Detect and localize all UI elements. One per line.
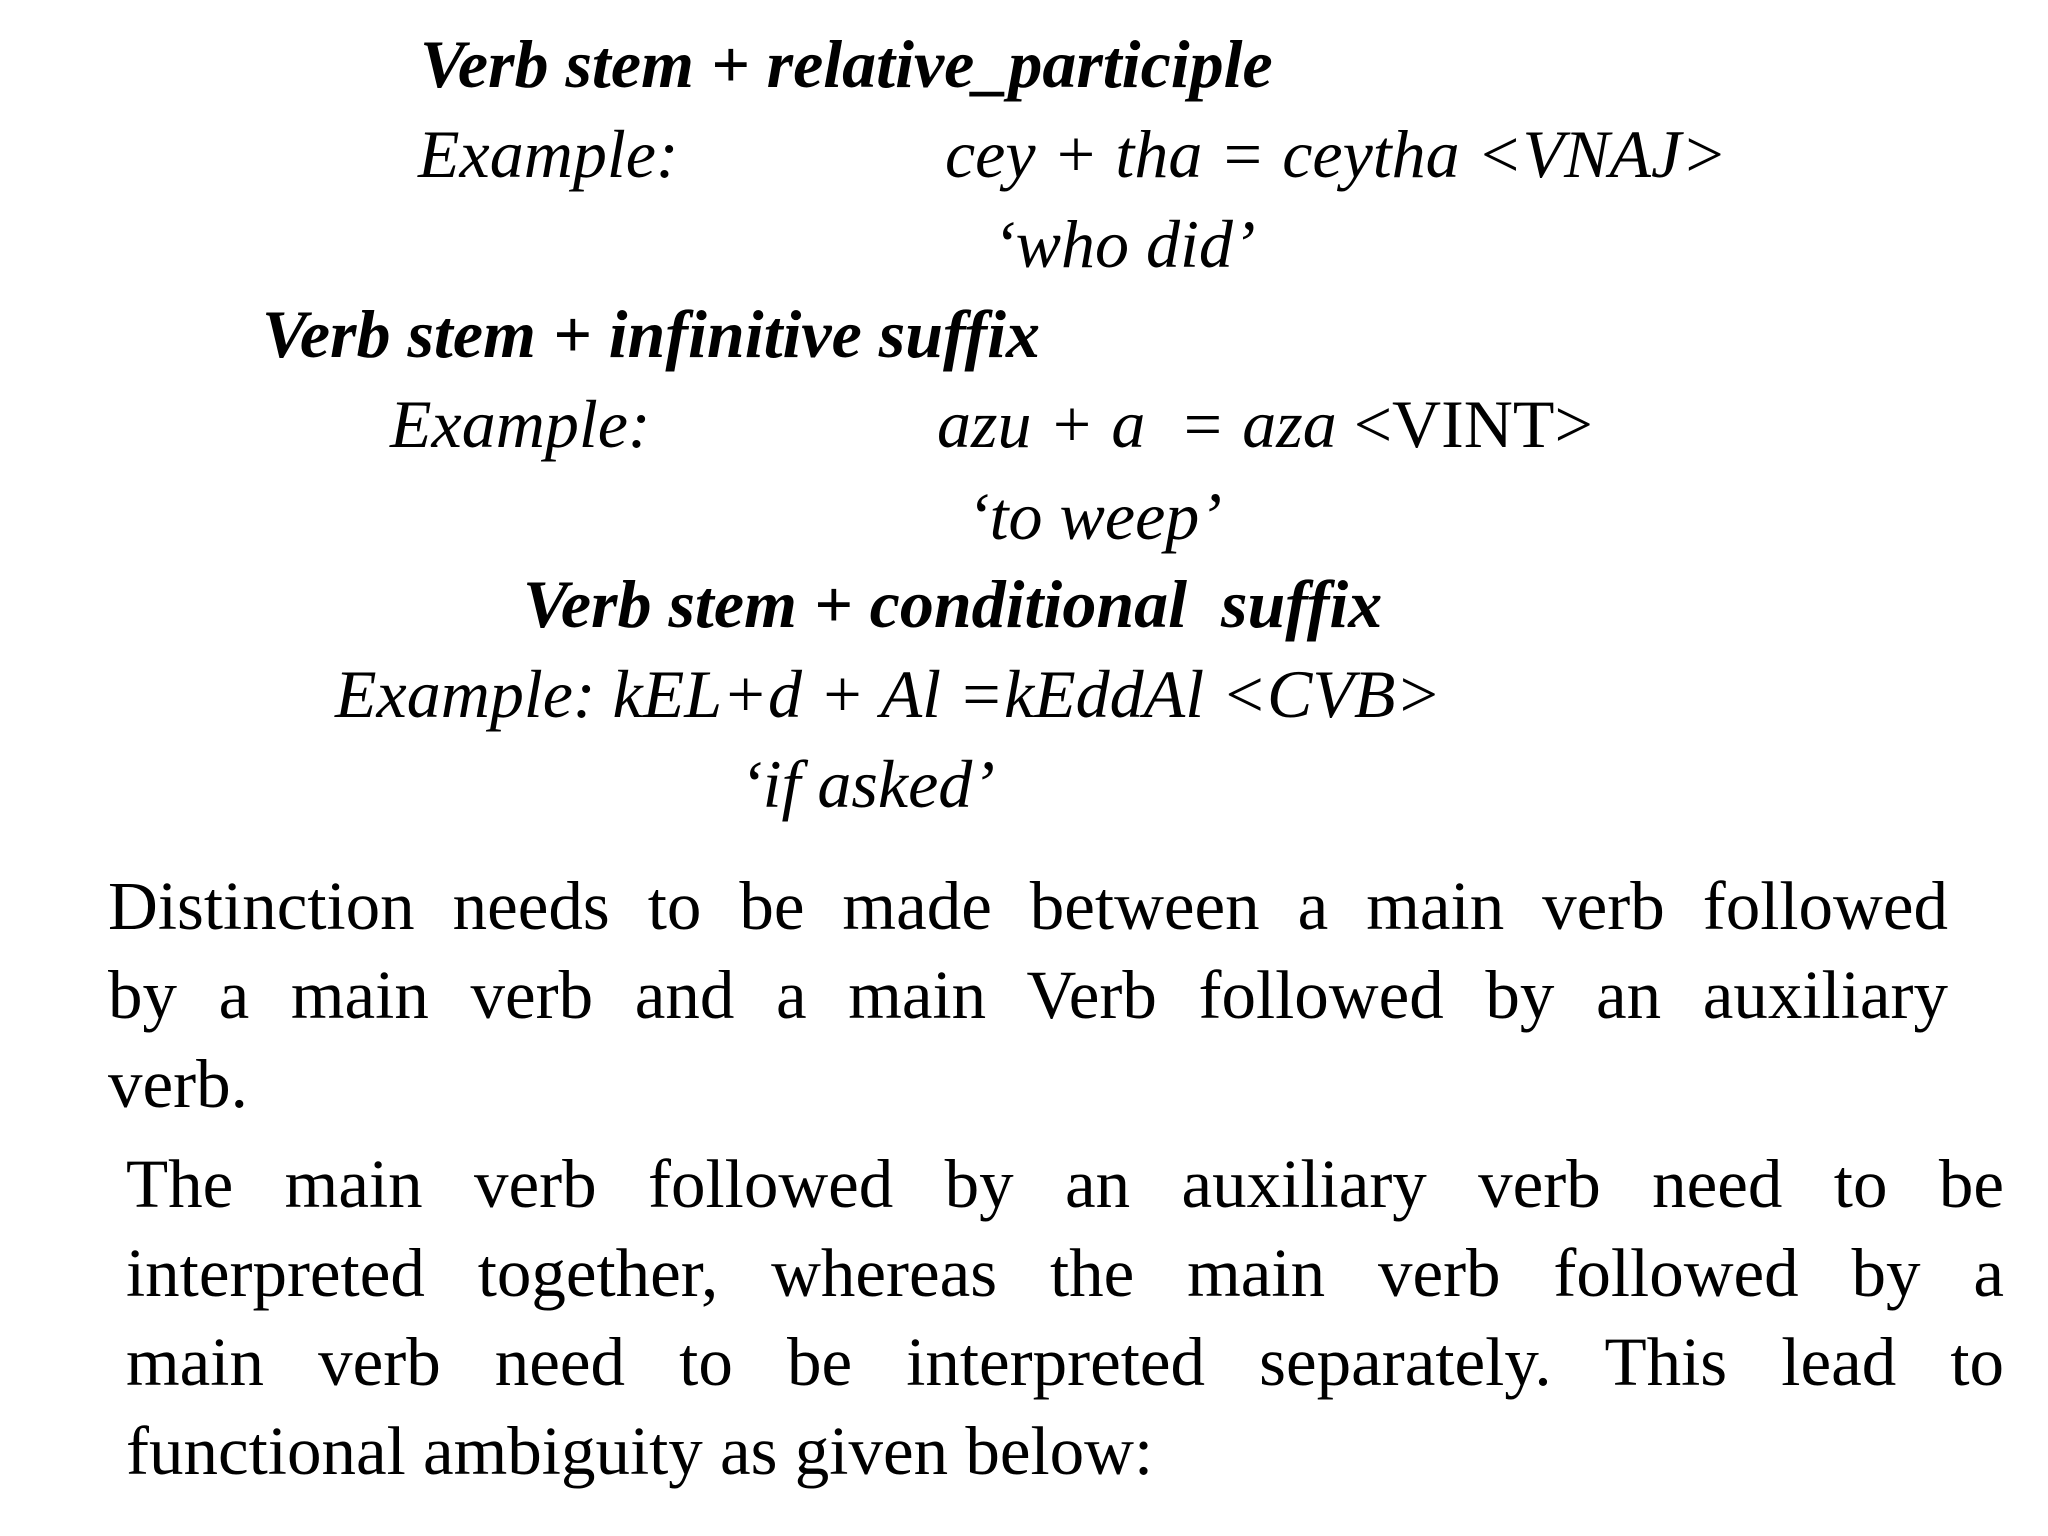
example-formula: cey + tha = ceytha <VNAJ> xyxy=(945,116,1728,192)
formula-main: azu + a = aza xyxy=(937,386,1354,462)
example-gloss: ‘to weep’ xyxy=(967,478,1222,554)
paragraph-interpretation xyxy=(126,1140,2004,1496)
example-label: Example: xyxy=(390,386,651,462)
paragraph-line: verb. xyxy=(108,1046,248,1122)
example-formula xyxy=(937,386,1593,462)
paragraph-line: main verb need to be interpreted separately. This lead to xyxy=(126,1324,2004,1400)
paragraph-line: The main verb followed by an auxiliary verb need to be xyxy=(126,1146,2004,1222)
heading-conditional-suffix: Verb stem + conditional suffix xyxy=(523,566,1383,642)
paragraph-line: interpreted together, whereas the main verb followed by a xyxy=(126,1235,2004,1311)
heading-relative-participle: Verb stem + relative_participle xyxy=(420,26,1273,102)
paragraph-line: by a main verb and a main Verb followed by an auxiliary xyxy=(108,957,1948,1033)
example-label: Example: xyxy=(418,116,679,192)
paragraph-distinction xyxy=(108,862,1948,1129)
example-gloss: ‘who did’ xyxy=(993,206,1256,282)
heading-infinitive-suffix: Verb stem + infinitive suffix xyxy=(262,296,1040,372)
example-line: Example: kEL+d + Al =kEddAl <CVB> xyxy=(335,656,1442,732)
paragraph-line: functional ambiguity as given below: xyxy=(126,1413,1154,1489)
formula-tag: <VINT> xyxy=(1353,386,1593,462)
paragraph-line: Distinction needs to be made between a main verb followed xyxy=(108,868,1948,944)
example-gloss: ‘if asked’ xyxy=(740,746,995,822)
